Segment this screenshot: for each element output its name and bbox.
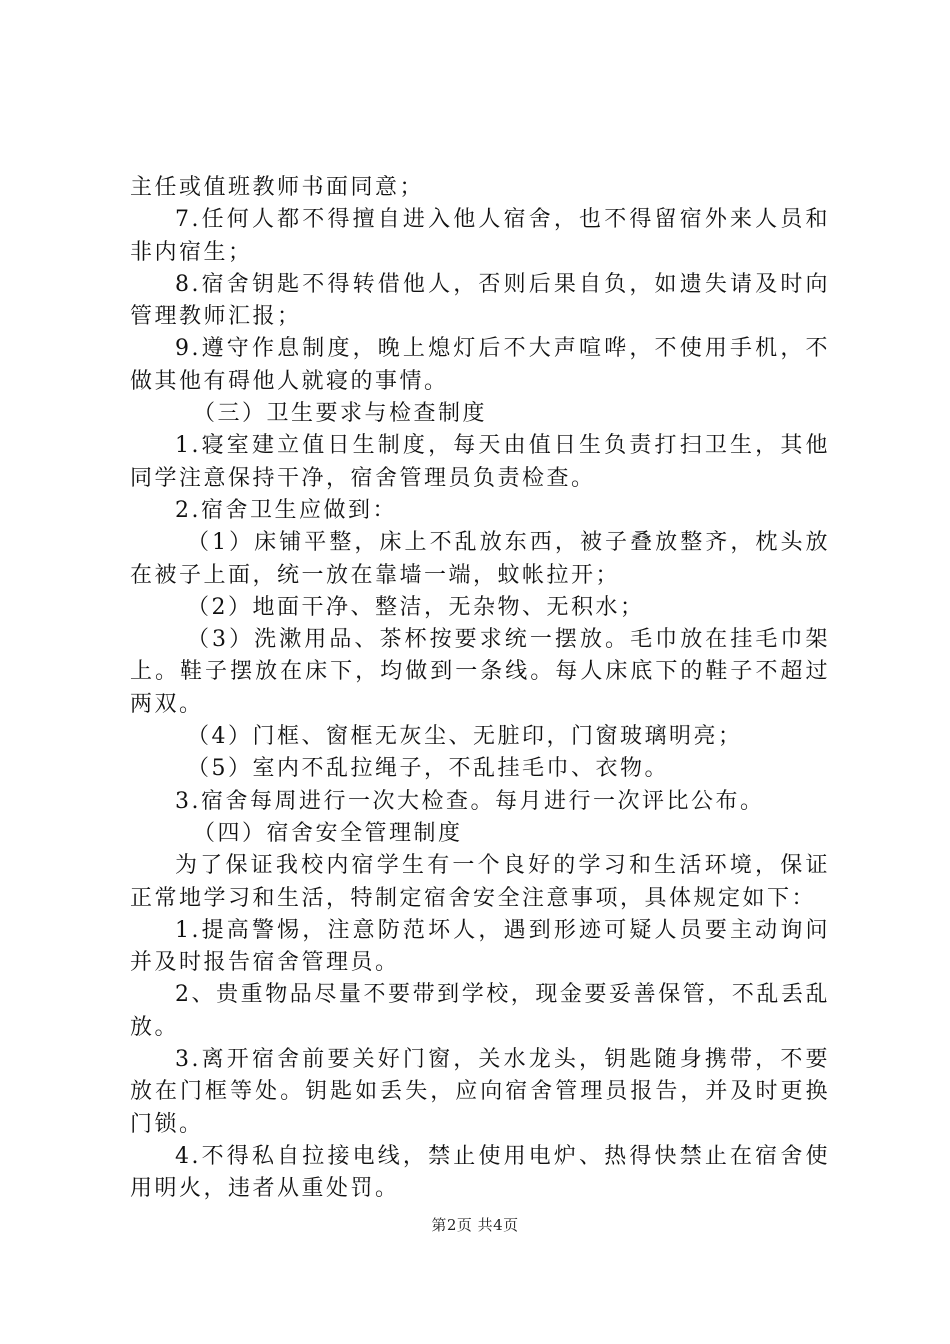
paragraph-hygiene-2: 2.宿舍卫生应做到： — [175, 497, 397, 523]
paragraph-rule-7: 7.任何人都不得擅自进入他人宿舍，也不得留宿外来人员和非内宿生； — [130, 207, 830, 265]
paragraph-continuation: 主任或值班教师书面同意； — [130, 175, 425, 200]
paragraph-safety-1: 1.提高警惕，注意防范坏人，遇到形迹可疑人员要主动询问并及时报告宿舍管理员。 — [130, 917, 830, 976]
paragraph-rule-8: 8.宿舍钥匙不得转借他人，否则后果自负，如遗失请及时向管理教师汇报； — [130, 271, 830, 330]
paragraph-hygiene-item-1: （1）床铺平整，床上不乱放东西，被子叠放整齐，枕头放在被子上面，统一放在靠墙一端，蚊帐拉开； — [130, 530, 830, 588]
paragraph-hygiene-item-5: （5）室内不乱拉绳子，不乱挂毛巾、衣物。 — [187, 756, 669, 782]
paragraph-safety-2: 2、贵重物品尽量不要带到学校，现金要妥善保管，不乱丢乱放。 — [130, 982, 830, 1040]
paragraph-hygiene-item-4: （4）门框、窗框无灰尘、无脏印，门窗玻璃明亮； — [187, 724, 743, 750]
paragraph-safety-3: 3.离开宿舍前要关好门窗，关水龙头，钥匙随身携带，不要放在门框等处。钥匙如丢失，应向宿舍管理员报告，并及时更换门锁。 — [130, 1047, 830, 1137]
section-heading-safety: （四）宿舍安全管理制度 — [193, 820, 463, 846]
paragraph-hygiene-item-3: （3）洗漱用品、茶杯按要求统一摆放。毛巾放在挂毛巾架上。鞋子摆放在床下，均做到一条线。每人床底下的鞋子不超过两双。 — [130, 627, 830, 717]
section-heading-hygiene: （三）卫生要求与检查制度 — [193, 401, 488, 427]
paragraph-rule-9: 9.遵守作息制度，晚上熄灯后不大声喧哗，不使用手机，不做其他有碍他人就寝的事情。 — [130, 336, 830, 394]
document-body — [130, 172, 830, 1206]
paragraph-hygiene-1: 1.寝室建立值日生制度，每天由值日生负责打扫卫生，其他同学注意保持干净，宿舍管理员负责检查。 — [130, 433, 830, 491]
paragraph-hygiene-item-2: （2）地面干净、整洁，无杂物、无积水； — [187, 594, 645, 620]
paragraph-safety-4: 4.不得私自拉接电线，禁止使用电炉、热得快禁止在宿舍使用明火，违者从重处罚。 — [130, 1143, 830, 1202]
paragraph-safety-intro: 为了保证我校内宿学生有一个良好的学习和生活环境，保证正常地学习和生活，特制定宿舍安全注意事项，具体规定如下： — [130, 853, 830, 911]
paragraph-hygiene-3: 3.宿舍每周进行一次大检查。每月进行一次评比公布。 — [175, 788, 765, 814]
page-footer: 第2页 共4页 — [431, 1216, 519, 1234]
